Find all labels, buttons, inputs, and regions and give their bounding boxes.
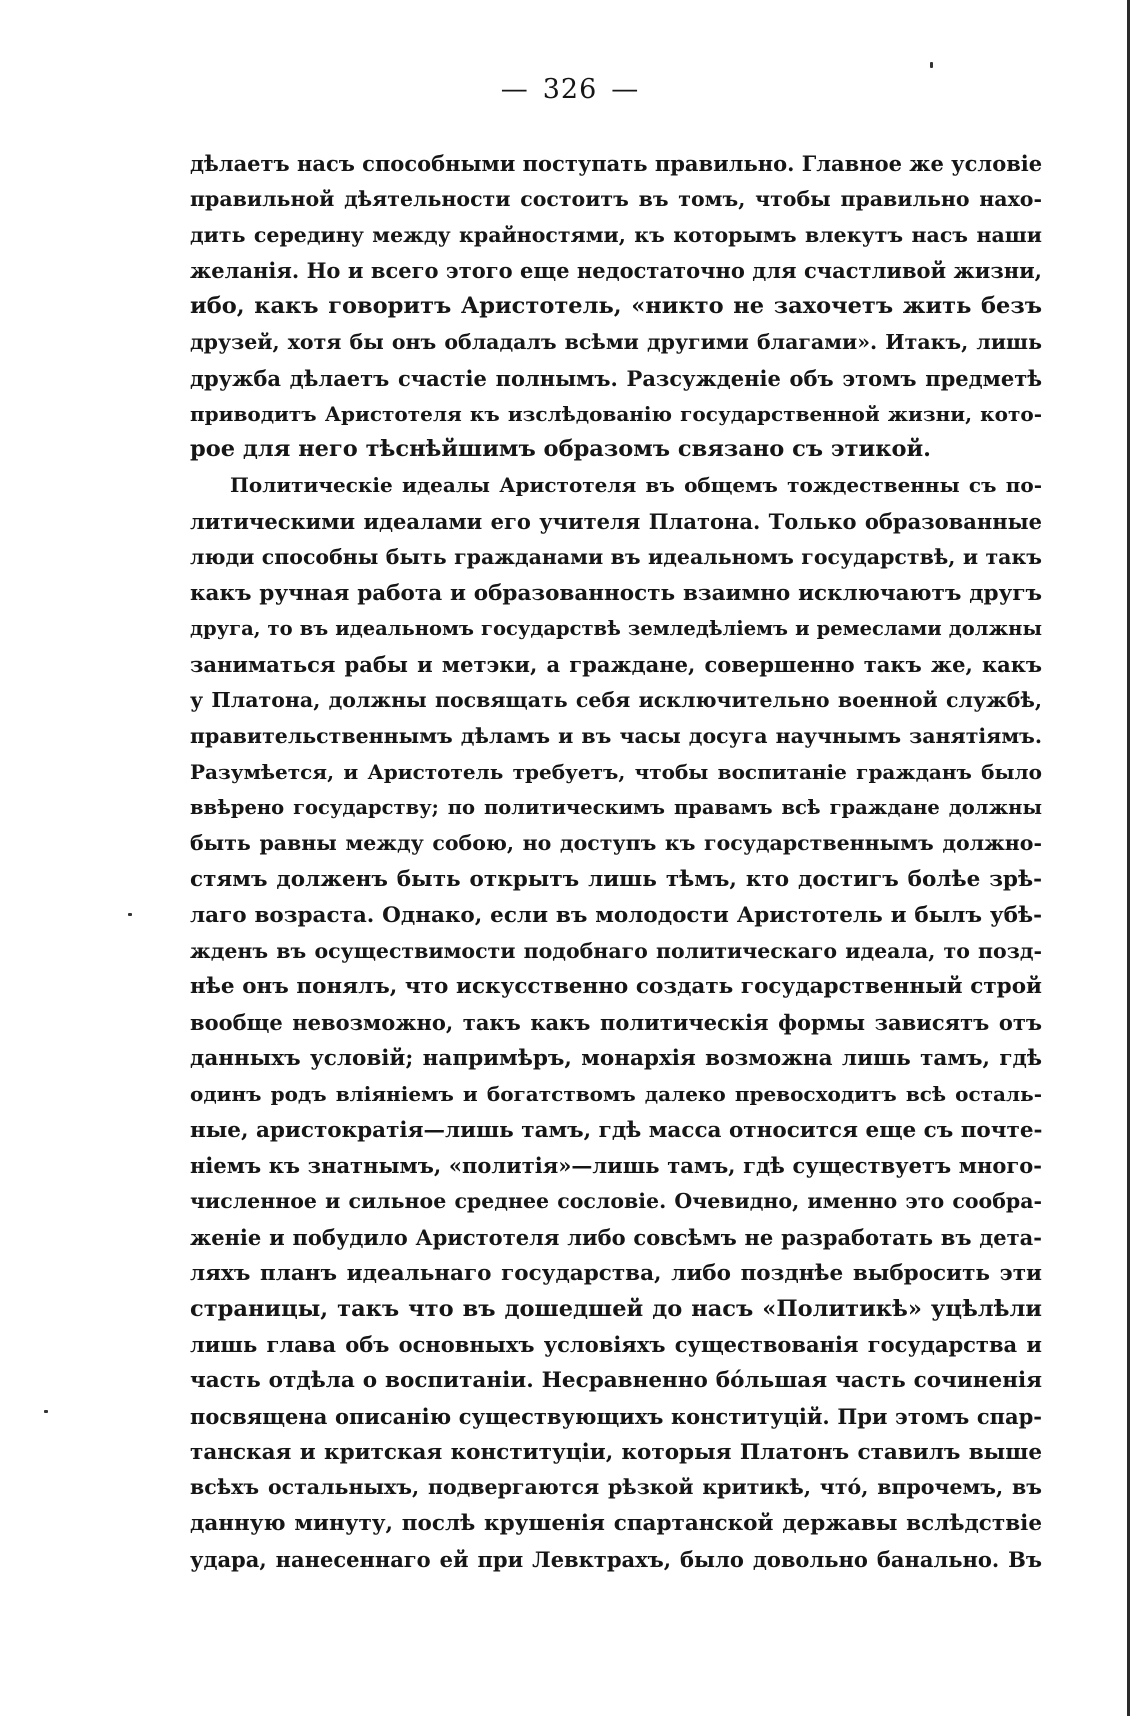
text-line: данную минуту, послѣ крушенія спартанской державы вслѣдствіе — [190, 1511, 1042, 1537]
text-line: заниматься рабы и метэки, а граждане, совершенно такъ же, какъ — [190, 652, 1042, 678]
text-line: друзей, хотя бы онъ обладалъ всѣми другими благами». Итакъ, лишь — [190, 329, 1042, 354]
text-line: ляхъ планъ идеальнаго государства, либо позднѣе выбросить эти — [190, 1260, 1042, 1286]
text-line: у Платона, должны посвящать себя исключительно военной службѣ, — [190, 687, 1042, 712]
text-line: литическими идеалами его учителя Платона. Только образованные — [190, 508, 1042, 534]
ink-speck — [44, 1410, 48, 1413]
ink-speck — [930, 62, 933, 68]
text-line: лишь глава объ основныхъ условіяхъ существованія государства и — [190, 1332, 1042, 1358]
text-line: ибо, какъ говоритъ Аристотель, «никто не захочетъ жить безъ — [190, 293, 1042, 320]
text-line: быть равны между собою, но доступъ къ государственнымъ должно- — [190, 831, 1042, 856]
text-line: какъ ручная работа и образованность взаимно исключаютъ другъ — [190, 580, 1042, 606]
paragraph-2 — [190, 468, 1042, 1578]
ink-speck — [128, 913, 132, 916]
page-edge — [1127, 0, 1130, 1716]
text-line: дружба дѣлаетъ счастіе полнымъ. Разсужденіе объ этомъ предметѣ — [190, 365, 1042, 391]
text-line: дѣлаетъ насъ способными поступать правильно. Главное же условіе — [190, 151, 1042, 176]
text-line: ніемъ къ знатнымъ, «политія»—лишь тамъ, гдѣ существуетъ много- — [190, 1153, 1042, 1179]
text-line: рое для него тѣснѣйшимъ образомъ связано съ этикой. — [190, 436, 931, 463]
page-number-value: 326 — [542, 74, 598, 105]
body-text — [190, 146, 1042, 1578]
text-line: стямъ долженъ быть открытъ лишь тѣмъ, кто достигъ болѣе зрѣ- — [190, 866, 1042, 892]
text-line: ные, аристократія—лишь тамъ, гдѣ масса относится еще съ почте- — [190, 1117, 1042, 1143]
text-line: Политическіе идеалы Аристотеля въ общемъ тождественны съ по- — [230, 473, 1042, 498]
text-line: вообще невозможно, такъ какъ политическія формы зависятъ отъ — [190, 1010, 1042, 1036]
text-line: жденъ въ осуществимости подобнаго политическаго идеала, то позд- — [190, 938, 1042, 963]
text-line: желанія. Но и всего этого еще недостаточно для счастливой жизни, — [190, 258, 1042, 284]
text-line: танская и критская конституціи, которыя Платонъ ставилъ выше — [190, 1439, 1042, 1465]
text-line: страницы, такъ что въ дошедшей до насъ «Политикѣ» уцѣлѣли — [190, 1295, 1042, 1322]
text-line: женіе и побудило Аристотеля либо совсѣмъ не разработать въ дета- — [190, 1224, 1042, 1250]
text-line: правильной дѣятельности состоитъ въ томъ, чтобы правильно нахо- — [190, 186, 1042, 211]
text-line: часть отдѣла о воспитаніи. Несравненно бо́льшая часть сочиненія — [190, 1368, 1042, 1394]
text-line: Разумѣется, и Аристотель требуетъ, чтобы воспитаніе гражданъ было — [190, 759, 1042, 784]
text-line: правительственнымъ дѣламъ и въ часы досуга научнымъ занятіямъ. — [190, 723, 1042, 748]
text-line: нѣе онъ понялъ, что искусственно создать государственный строй — [190, 974, 1042, 1000]
text-line: одинъ родъ вліяніемъ и богатствомъ далеко превосходитъ всѣ осталь- — [190, 1081, 1042, 1106]
text-line: люди способны быть гражданами въ идеальномъ государствѣ, и такъ — [190, 544, 1042, 569]
text-line: лаго возраста. Однако, если въ молодости Аристотель и былъ убѣ- — [190, 902, 1042, 928]
paragraph-1 — [190, 146, 1042, 468]
text-line: приводитъ Аристотеля къ изслѣдованію государственной жизни, кото- — [190, 401, 1042, 426]
text-line: посвящена описанію существующихъ конституцій. При этомъ спар- — [190, 1403, 1042, 1429]
text-line: друга, то въ идеальномъ государствѣ земледѣліемъ и ремеслами должны — [190, 617, 1042, 641]
page-number: — 326 — — [500, 74, 640, 105]
text-line: удара, нанесеннаго ей при Левктрахъ, было довольно банально. Въ — [190, 1547, 1042, 1573]
text-line: дить середину между крайностями, къ которымъ влекутъ насъ наши — [190, 222, 1042, 247]
text-line: ввѣрено государству; по политическимъ правамъ всѣ граждане должны — [190, 796, 1042, 820]
text-line: всѣхъ остальныхъ, подвергаются рѣзкой критикѣ, что́, впрочемъ, въ — [190, 1475, 1042, 1500]
text-line: численное и сильное среднее сословіе. Очевидно, именно это сообра- — [190, 1189, 1042, 1214]
text-line: данныхъ условій; напримѣръ, монархія возможна лишь тамъ, гдѣ — [190, 1045, 1042, 1071]
